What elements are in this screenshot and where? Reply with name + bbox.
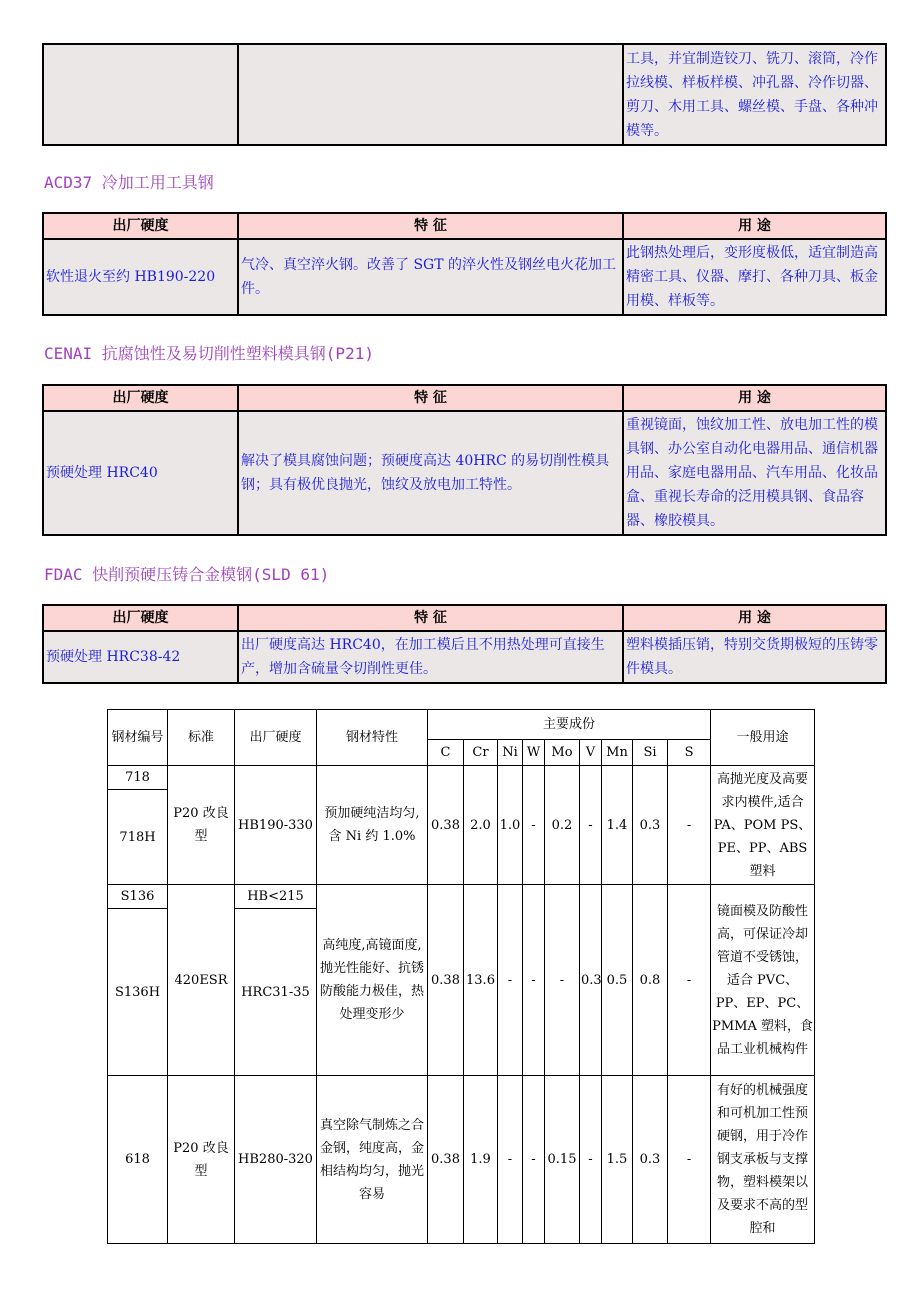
value-mo: - [545, 885, 580, 1076]
value-v: - [580, 1076, 602, 1244]
section-title-fdac: FDAC 快削预硬压铸合金模钢(SLD 61) [44, 565, 330, 584]
value-w: - [523, 885, 545, 1076]
value-s: - [668, 766, 711, 885]
spec-table-cenai [42, 384, 887, 536]
element-header: C [428, 740, 464, 766]
element-header: Mo [545, 740, 580, 766]
value-mn: 1.5 [602, 1076, 633, 1244]
header-hardness: 出厂硬度 [43, 213, 238, 239]
value-s: - [668, 885, 711, 1076]
steel-code: S136H [108, 909, 168, 1076]
value-mn: 1.4 [602, 766, 633, 885]
standard: P20 改良型 [168, 766, 235, 885]
value-c: 0.38 [428, 1076, 464, 1244]
spec-table-acd37 [42, 212, 887, 316]
header-usage: 用 途 [623, 605, 886, 631]
element-header: S [668, 740, 711, 766]
header-feature: 特 征 [238, 213, 623, 239]
property: 预加硬纯洁均匀,含 Ni 约 1.0% [317, 766, 428, 885]
hardness: HB<215 [235, 885, 317, 909]
value-ni: 1.0 [498, 766, 523, 885]
feature-text: 出厂硬度高达 HRC40，在加工模后且不用热处理可直接生产，增加含硫量令切削性更佳。 [238, 631, 623, 683]
value-v: 0.3 [580, 885, 602, 1076]
hardness-value: 软性退火至约 HB190-220 [43, 239, 238, 315]
value-mn: 0.5 [602, 885, 633, 1076]
section-title-cenai: CENAI 抗腐蚀性及易切削性塑料模具钢(P21) [44, 344, 374, 363]
value-mo: 0.15 [545, 1076, 580, 1244]
hardness-value: 预硬处理 HRC38-42 [43, 631, 238, 683]
value-cr: 2.0 [464, 766, 498, 885]
value-w: - [523, 1076, 545, 1244]
value-si: 0.3 [633, 1076, 668, 1244]
value-si: 0.3 [633, 766, 668, 885]
feature-text: 解决了模具腐蚀问题；预硬度高达 40HRC 的易切削性模具钢；具有极优良抛光，蚀纹及放电加工特性。 [238, 411, 623, 535]
header-property: 钢材特性 [317, 710, 428, 766]
steel-code: S136 [108, 885, 168, 909]
header-composition: 主要成份 [428, 710, 711, 740]
value-cr: 13.6 [464, 885, 498, 1076]
header-standard: 标准 [168, 710, 235, 766]
standard: P20 改良型 [168, 1076, 235, 1244]
value-s: - [668, 1076, 711, 1244]
property: 真空除气制炼之合金钢，纯度高，金相结构均匀，抛光容易 [317, 1076, 428, 1244]
usage-text: 塑料模插压销，特别交货期极短的压铸零件模具。 [623, 631, 886, 683]
element-header: W [523, 740, 545, 766]
feature-text: 气冷、真空淬火钢。改善了 SGT 的淬火性及钢丝电火花加工件。 [238, 239, 623, 315]
steel-code: 718H [108, 790, 168, 885]
fragment-cell-empty-2 [238, 44, 623, 145]
header-usage: 用 途 [623, 213, 886, 239]
steel-code: 718 [108, 766, 168, 790]
value-ni: - [498, 1076, 523, 1244]
usage: 镜面模及防酸性高，可保证冷却管道不受锈蚀，适合 PVC、PP、EP、PC、PMMA 塑料，食品工业机械构件 [711, 885, 815, 1076]
steel-code: 618 [108, 1076, 168, 1244]
usage-text: 重视镜面，蚀纹加工性、放电加工性的模具钢、办公室自动化电器用品、通信机器用品、家庭电器用品、汽车用品、化妆品盒、重视长寿命的泛用模具钢、食品容器、橡胶模具。 [623, 411, 886, 535]
section-title-acd37: ACD37 冷加工用工具钢 [44, 173, 214, 192]
header-hardness: 出厂硬度 [43, 605, 238, 631]
spec-table-fdac [42, 604, 887, 684]
usage-text: 此钢热处理后，变形度极低，适宜制造高精密工具、仪器、摩打、各种刀具、板金用模、样板等。 [623, 239, 886, 315]
value-c: 0.38 [428, 766, 464, 885]
usage: 高抛光度及高要求内模件,适合 PA、POM PS、PE、PP、ABS 塑料 [711, 766, 815, 885]
top-fragment-table [42, 43, 887, 146]
element-header: V [580, 740, 602, 766]
hardness: HB190-330 [235, 766, 317, 885]
element-header: Mn [602, 740, 633, 766]
element-header: Si [633, 740, 668, 766]
fragment-usage: 工具，并宜制造铰刀、铣刀、滚筒，冷作拉线模、样板样模、冲孔器、冷作切器、剪刀、木用工具、螺丝模、手盘、各种冲模等。 [623, 44, 886, 145]
value-v: - [580, 766, 602, 885]
header-hardness: 出厂硬度 [43, 385, 238, 411]
element-header: Cr [464, 740, 498, 766]
value-ni: - [498, 885, 523, 1076]
element-header: Ni [498, 740, 523, 766]
hardness-value: 预硬处理 HRC40 [43, 411, 238, 535]
header-usage: 一般用途 [711, 710, 815, 766]
value-c: 0.38 [428, 885, 464, 1076]
header-hardness: 出厂硬度 [235, 710, 317, 766]
property: 高纯度,高镜面度,抛光性能好、抗锈防酸能力极佳，热处理变形少 [317, 885, 428, 1076]
header-code: 钢材编号 [108, 710, 168, 766]
usage: 有好的机械强度和可机加工性预硬钢，用于冷作钢支承板与支撑物，塑料模架以及要求不高的型腔和 [711, 1076, 815, 1244]
hardness: HB280-320 [235, 1076, 317, 1244]
value-cr: 1.9 [464, 1076, 498, 1244]
value-mo: 0.2 [545, 766, 580, 885]
header-usage: 用 途 [623, 385, 886, 411]
header-feature: 特 征 [238, 385, 623, 411]
value-si: 0.8 [633, 885, 668, 1076]
header-feature: 特 征 [238, 605, 623, 631]
steel-composition-table [107, 709, 815, 1244]
standard: 420ESR [168, 885, 235, 1076]
fragment-cell-empty-1 [43, 44, 238, 145]
value-w: - [523, 766, 545, 885]
hardness: HRC31-35 [235, 909, 317, 1076]
